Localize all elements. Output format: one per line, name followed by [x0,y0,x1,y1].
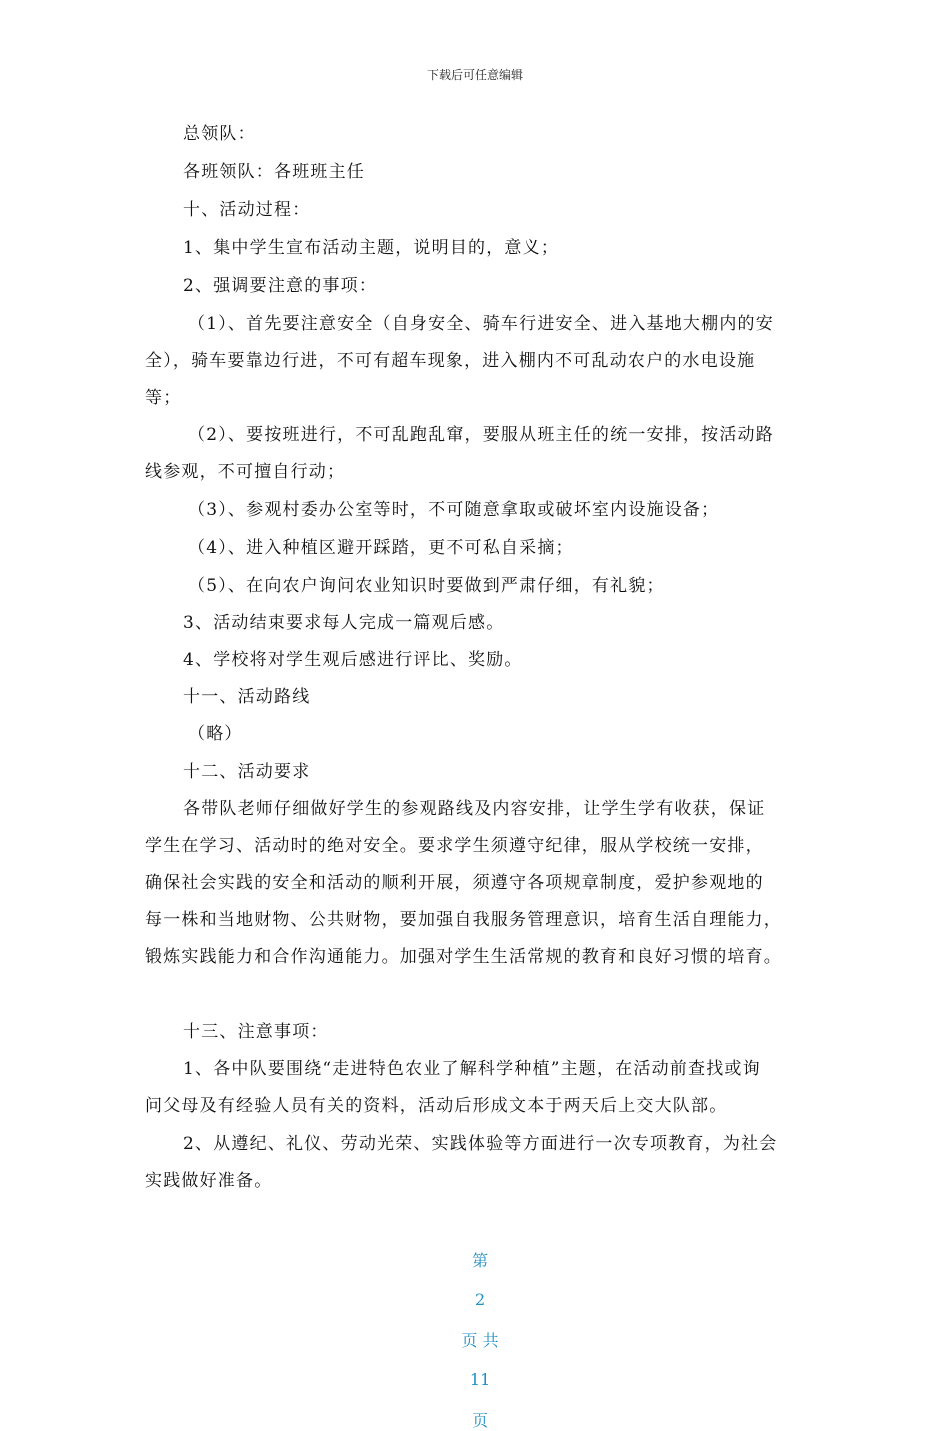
text-line: 4、学校将对学生观后感进行评比、奖励。 [183,650,523,670]
text-line: 2、从遵纪、礼仪、劳动光荣、实践体验等方面进行一次专项教育，为社会 [183,1134,778,1154]
text-line: 1、集中学生宣布活动主题，说明目的，意义； [183,238,560,258]
text-line: 总领队： [183,124,256,144]
footer-page-number: 2 [474,1290,486,1309]
footer-middle: 页 共 [461,1331,499,1350]
text-line: 确保社会实践的安全和活动的顺利开展，须遵守各项规章制度，爱护参观地的 [145,873,764,893]
text-line: 实践做好准备。 [145,1171,273,1191]
text-line: （3）、参观村委办公室等时，不可随意拿取或破坏室内设施设备； [188,500,720,520]
text-line: （4）、进入种植区避开踩踏，更不可私自采摘； [188,538,574,558]
text-line: 各带队老师仔细做好学生的参观路线及内容安排，让学生学有收获，保证 [183,799,766,819]
text-line: （5）、在向农户询问农业知识时要做到严肃仔细，有礼貌； [188,576,665,596]
text-line: 问父母及有经验人员有关的资料，活动后形成文本于两天后上交大队部。 [145,1096,728,1116]
text-line: 十二、活动要求 [183,762,311,782]
text-line: 十一、活动路线 [183,687,311,707]
text-line: 全），骑车要靠边行进，不可有超车现象，进入棚内不可乱动农户的水电设施 [145,351,756,371]
text-line: （略） [188,724,243,744]
text-line: 每一株和当地财物、公共财物，要加强自我服务管理意识，培育生活自理能力， [145,910,782,930]
footer-suffix: 页 [472,1411,489,1430]
text-line: （1）、首先要注意安全（自身安全、骑车行进安全、进入基地大棚内的安 [188,314,774,334]
page-footer [0,1229,950,1431]
text-line: 2、强调要注意的事项： [183,276,378,296]
footer-prefix: 第 [472,1251,489,1270]
text-line: 3、活动结束要求每人完成一篇观后感。 [183,613,505,633]
page-header: 下载后可任意编辑 [426,68,523,82]
text-line: （2）、要按班进行，不可乱跑乱窜，要服从班主任的统一安排，按活动路 [188,425,774,445]
text-line: 十、活动过程： [183,200,311,220]
text-line: 学生在学习、活动时的绝对安全。要求学生须遵守纪律，服从学校统一安排， [145,836,764,856]
text-line: 等； [145,388,182,408]
text-line: 线参观，不可擅自行动； [145,462,346,482]
footer-total-pages: 11 [469,1370,491,1389]
text-line: 1、各中队要围绕“走进特色农业了解科学种植”主题，在活动前查找或询 [183,1059,761,1079]
text-line: 锻炼实践能力和合作沟通能力。加强对学生生活常规的教育和良好习惯的培育。 [145,947,782,967]
text-line: 十三、注意事项： [183,1022,329,1042]
text-line: 各班领队：各班班主任 [183,162,365,182]
